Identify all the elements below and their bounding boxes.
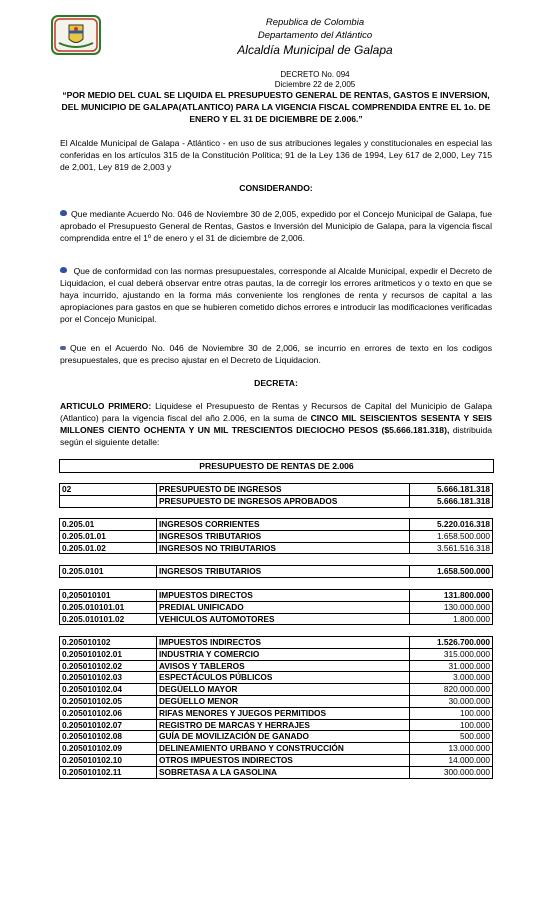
table-row bbox=[60, 484, 493, 496]
budget-value: 500.000 bbox=[410, 731, 493, 743]
budget-table-group bbox=[59, 589, 493, 625]
decree-date: Diciembre 22 de 2,005 bbox=[274, 80, 356, 89]
budget-code: 0.205010102.02 bbox=[60, 660, 157, 672]
budget-code: 0.205010102.05 bbox=[60, 695, 157, 707]
table-row bbox=[60, 613, 493, 625]
budget-item-name: PREDIAL UNIFICADO bbox=[157, 601, 410, 613]
budget-value: 1.658.500.000 bbox=[410, 530, 493, 542]
budget-code: 0.205.010101.01 bbox=[60, 601, 157, 613]
budget-item-name: OTROS IMPUESTOS INDIRECTOS bbox=[157, 754, 410, 766]
budget-code: 0.205010102.03 bbox=[60, 672, 157, 684]
budget-item-name: INGRESOS CORRIENTES bbox=[157, 519, 410, 531]
consideration-1: Que mediante Acuerdo No. 046 de Noviembre 30 de 2,005, expedido por el Concejo Municipal de Galapa, fue aprobado el Presupuesto General de Rentas, Gastos e Inversión del Municipio de Galapa, para la vigencia fiscal comprendida entre el 1º de enero y el 31 de diciembre de 2,006. bbox=[60, 209, 492, 243]
table-row bbox=[60, 684, 493, 696]
budget-value: 5.220.016.318 bbox=[410, 519, 493, 531]
budget-code: 0.205010102.07 bbox=[60, 719, 157, 731]
budget-table-group bbox=[59, 565, 493, 578]
budget-item-name: INDUSTRIA Y COMERCIO bbox=[157, 648, 410, 660]
budget-value: 100.000 bbox=[410, 707, 493, 719]
budget-code: 0.205.0101 bbox=[60, 566, 157, 578]
budget-code: 02 bbox=[60, 484, 157, 496]
decree-number: DECRETO No. 094 bbox=[280, 70, 350, 79]
budget-code: 0.205.010101.02 bbox=[60, 613, 157, 625]
budget-item-name: VEHICULOS AUTOMOTORES bbox=[157, 613, 410, 625]
budget-table-group bbox=[59, 518, 493, 554]
budget-code bbox=[60, 495, 157, 507]
budget-value: 3.000.000 bbox=[410, 672, 493, 684]
budget-item-name: REGISTRO DE MARCAS Y HERRAJES bbox=[157, 719, 410, 731]
budget-code: 0.205.01 bbox=[60, 519, 157, 531]
bullet-icon bbox=[60, 346, 66, 350]
budget-code: 0.205010102.09 bbox=[60, 743, 157, 755]
bullet-icon bbox=[60, 210, 67, 216]
table-row bbox=[60, 648, 493, 660]
budget-code: 0.205010102 bbox=[60, 637, 157, 649]
budget-item-name: RIFAS MENORES Y JUEGOS PERMITIDOS bbox=[157, 707, 410, 719]
table-row bbox=[60, 495, 493, 507]
decreta-heading: DECRETA: bbox=[254, 378, 298, 388]
budget-code: 0.205.01.02 bbox=[60, 542, 157, 554]
budget-code: 0.205010102.06 bbox=[60, 707, 157, 719]
table-row bbox=[60, 519, 493, 531]
budget-value: 30.000.000 bbox=[410, 695, 493, 707]
table-row bbox=[60, 542, 493, 554]
budget-item-name: DELINEAMIENTO URBANO Y CONSTRUCCIÓN bbox=[157, 743, 410, 755]
budget-table-group bbox=[59, 483, 493, 508]
budget-value: 13.000.000 bbox=[410, 743, 493, 755]
table-row bbox=[60, 637, 493, 649]
budget-value: 1.800.000 bbox=[410, 613, 493, 625]
table-row bbox=[60, 601, 493, 613]
budget-value: 131.800.000 bbox=[410, 590, 493, 602]
budget-value: 100.000 bbox=[410, 719, 493, 731]
budget-value: 300.000.000 bbox=[410, 766, 493, 778]
budget-item-name: INGRESOS NO TRIBUTARIOS bbox=[157, 542, 410, 554]
budget-item-name: DEGÜELLO MAYOR bbox=[157, 684, 410, 696]
budget-code: 0.205010102.11 bbox=[60, 766, 157, 778]
budget-value: 315.000.000 bbox=[410, 648, 493, 660]
budget-code: 0.205010102.04 bbox=[60, 684, 157, 696]
budget-item-name: DEGÜELLO MENOR bbox=[157, 695, 410, 707]
table-row bbox=[60, 707, 493, 719]
table-row bbox=[60, 672, 493, 684]
budget-item-name: ESPECTÁCULOS PÚBLICOS bbox=[157, 672, 410, 684]
table-row bbox=[60, 766, 493, 778]
budget-item-name: AVISOS Y TABLEROS bbox=[157, 660, 410, 672]
budget-item-name: INGRESOS TRIBUTARIOS bbox=[157, 530, 410, 542]
budget-value: 5.666.181.318 bbox=[410, 495, 493, 507]
table-row bbox=[60, 590, 493, 602]
budget-item-name: PRESUPUESTO DE INGRESOS APROBADOS bbox=[157, 495, 410, 507]
header-country: Republica de Colombia bbox=[265, 17, 365, 28]
table-row bbox=[60, 719, 493, 731]
budget-code: 0.205010102.10 bbox=[60, 754, 157, 766]
article-label: ARTICULO PRIMERO: bbox=[60, 401, 152, 411]
table-row bbox=[60, 695, 493, 707]
municipal-shield-logo-icon bbox=[51, 15, 101, 55]
intro-paragraph: El Alcalde Municipal de Galapa - Atlántico - en uso de sus atribuciones legales y constitucionales en especial las conferidas en los artículos 315 de la Constitución Política; 91 de la Ley 136 de 1994, Ley 617 de 2,000, Ley 715 de 2,001, Ley 819 de 2,003 y bbox=[60, 138, 492, 172]
budget-value: 31.000.000 bbox=[410, 660, 493, 672]
budget-title: PRESUPUESTO DE RENTAS DE 2.006 bbox=[59, 459, 494, 473]
budget-code: 0.205010102.01 bbox=[60, 648, 157, 660]
table-row bbox=[60, 731, 493, 743]
budget-item-name: IMPUESTOS INDIRECTOS bbox=[157, 637, 410, 649]
budget-item-name: PRESUPUESTO DE INGRESOS bbox=[157, 484, 410, 496]
budget-value: 3.561.516.318 bbox=[410, 542, 493, 554]
table-row bbox=[60, 754, 493, 766]
budget-value: 14.000.000 bbox=[410, 754, 493, 766]
budget-item-name: INGRESOS TRIBUTARIOS bbox=[157, 566, 410, 578]
table-row bbox=[60, 743, 493, 755]
budget-value: 1.658.500.000 bbox=[410, 566, 493, 578]
budget-code: 0,205010101 bbox=[60, 590, 157, 602]
considerando-heading: CONSIDERANDO: bbox=[239, 183, 313, 193]
decree-title: “POR MEDIO DEL CUAL SE LIQUIDA EL PRESUPUESTO GENERAL DE RENTAS, GASTOS E INVERSION, DEL MUNICIPIO DE GALAPA(ATLANTICO) PARA LA VIGENCIA FISCAL COMPRENDIDA ENTRE EL 1o. DE ENERO Y EL 31 DE DICIEMBRE DE 2.006.” bbox=[61, 90, 491, 124]
budget-item-name: IMPUESTOS DIRECTOS bbox=[157, 590, 410, 602]
consideration-3: Que en el Acuerdo No. 046 de Noviembre 30 de 2,006, se incurrio en errores de texto en los codigos presupuestales, que es preciso ajustar en el Decreto de Liquidacion. bbox=[60, 343, 492, 365]
budget-value: 5.666.181.318 bbox=[410, 484, 493, 496]
budget-item-name: SOBRETASA A LA GASOLINA bbox=[157, 766, 410, 778]
header-municipality: Alcaldía Municipal de Galapa bbox=[237, 43, 393, 57]
budget-code: 0.205010102.08 bbox=[60, 731, 157, 743]
budget-value: 820.000.000 bbox=[410, 684, 493, 696]
table-row bbox=[60, 566, 493, 578]
table-row bbox=[60, 660, 493, 672]
budget-table-group bbox=[59, 636, 493, 779]
budget-value: 130.000.000 bbox=[410, 601, 493, 613]
article-amount: CINCO MIL SEISCIENTOS SESENTA Y SEIS MILLONES CIENTO OCHENTA Y UN MIL TRESCIENTOS DIECIOCHO PESOS ($5.666.181.318), bbox=[60, 413, 492, 435]
budget-code: 0.205.01.01 bbox=[60, 530, 157, 542]
bullet-icon bbox=[60, 267, 67, 273]
budget-value: 1.526.700.000 bbox=[410, 637, 493, 649]
table-row bbox=[60, 530, 493, 542]
consideration-2: Que de conformidad con las normas presupuestales, corresponde al Alcalde Municipal, expedir el Decreto de Liquidacion, el cual deberá observar entre otras pautas, la de corregir los errores aritmeticos y o texto en que se haya incurrido, ajustando en la forma más conveniente los renglones de renta y recursos de capital a las apropiaciones para gastos en que se hubieren cometido dichos errores e introducir las modificaciones verificadas por el Concejo Municipal. bbox=[60, 266, 492, 324]
article-first: ARTICULO PRIMERO: Liquidese el Presupuesto de Rentas y Recursos de Capital del Municipio de Galapa (Atlantico) para la vigencia fiscal del año 2.006, en la suma de CINCO MIL SEISCIENTOS SESENTA Y SEIS MILLONES CIENTO OCHENTA Y UN MIL TRESCIENTOS DIECIOCHO PESOS ($5.666.181.318), distribuida según el siguiente detalle: bbox=[60, 401, 492, 447]
header-department: Departamento del Atlántico bbox=[257, 30, 373, 41]
budget-item-name: GUÍA DE MOVILIZACIÓN DE GANADO bbox=[157, 731, 410, 743]
